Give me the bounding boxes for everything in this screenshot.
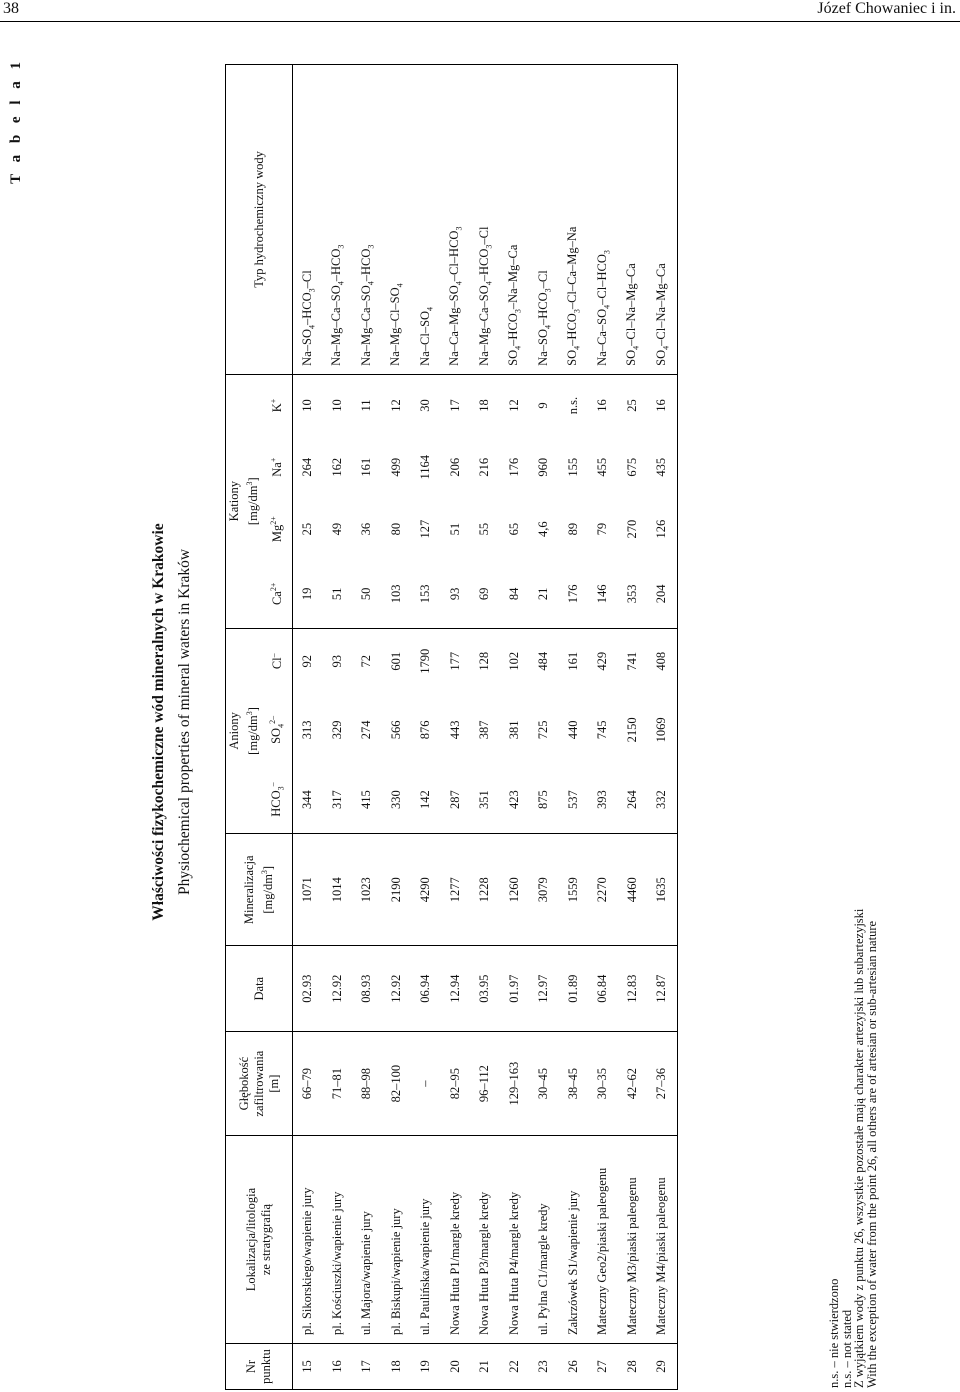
cell-cl: 161 — [559, 628, 589, 694]
header-hco3: $HCO_3^-$ — [262, 766, 293, 834]
cell-mg: 89 — [565, 522, 580, 536]
cell-glebokosc: 30–45 — [529, 1032, 559, 1136]
cell-lokalizacja: Mateczny M4/piaski paleogenu — [647, 1136, 677, 1344]
cell-mineralizacja: 2270 — [588, 834, 618, 946]
header-nr: Nr punktu — [226, 1344, 293, 1390]
cell-lokalizacja: pl. Biskupi/wapienie jury — [382, 1136, 412, 1344]
cell-mineralizacja: 1260 — [500, 834, 530, 946]
header-so4: $SO_4^{2-}$ — [262, 694, 293, 766]
table-row — [618, 65, 648, 1390]
table-notes — [828, 909, 878, 1388]
cell-typ: $SO_4-Cl-Na-Mg-Ca$ — [624, 263, 641, 366]
table-title-polish: Właściwości fizykochemiczne wód mineralnych w Krakowie — [150, 523, 167, 921]
cell-lokalizacja: Nowa Huta P4/margle kredy — [500, 1136, 530, 1344]
cell-ca: 69 — [477, 587, 492, 601]
cell-hco3: 393 — [595, 790, 610, 809]
header-rule — [0, 21, 960, 22]
cell-typ: $Na-Mg-Ca-SO_4-HCO_3$ — [358, 244, 375, 366]
cell-cl: 93 — [323, 628, 353, 694]
cell-so4: 566 — [388, 720, 403, 740]
header-data: Data — [226, 946, 293, 1032]
cell-data: 02.93 — [293, 946, 323, 1032]
cell-ca: 153 — [418, 584, 433, 604]
cell-na: 155 — [565, 457, 580, 477]
cell-na: 435 — [654, 457, 669, 477]
cell-mineralizacja: 1014 — [323, 834, 353, 946]
cell-mg: 270 — [624, 519, 639, 539]
header-typ: Typ hydrochemiczny wody — [226, 65, 293, 375]
page-number: 38 — [3, 0, 19, 17]
header-glebokosc: Głębokość zafiltrowania [m] — [226, 1032, 293, 1136]
cell-so4: 381 — [506, 720, 521, 740]
cell-mg: 49 — [329, 522, 344, 536]
cell-mineralizacja: 3079 — [529, 834, 559, 946]
cell-na: 960 — [536, 457, 551, 477]
cell-mg: 126 — [654, 519, 669, 539]
table-title-english: Physiochemical properties of mineral waters in Kraków — [176, 548, 193, 896]
cell-hco3: 330 — [388, 790, 403, 809]
header-lokalizacja: Lokalizacja/litologia ze stratygrafią — [226, 1136, 293, 1344]
cell-hco3: 415 — [359, 790, 374, 809]
cell-mineralizacja: 2190 — [382, 834, 412, 946]
cell-data: 12.92 — [323, 946, 353, 1032]
cell-lokalizacja: Mateczny Geo2/piaski paleogenu — [588, 1136, 618, 1344]
cell-so4: 1069 — [654, 717, 669, 743]
cell-k: 17 — [441, 374, 471, 436]
table-label: T a b e l a 1 — [8, 58, 24, 184]
cell-so4: 313 — [300, 720, 315, 740]
table-row — [293, 65, 323, 1390]
cell-nr: 23 — [529, 1344, 559, 1390]
header-ca: $Ca^{2+}$ — [262, 560, 293, 628]
cell-k: 16 — [588, 374, 618, 436]
cell-data: 12.87 — [647, 946, 677, 1032]
cell-so4: 440 — [565, 720, 580, 740]
cell-typ: $Na-Cl-SO_4$ — [417, 306, 434, 366]
cell-typ: $Na-Ca-SO_4-Cl-HCO_3$ — [594, 250, 611, 366]
cell-so4: 274 — [359, 720, 374, 740]
cell-data: 06.84 — [588, 946, 618, 1032]
note-ns-english: n.s. – not stated — [839, 1309, 854, 1388]
cell-glebokosc: 66–79 — [293, 1032, 323, 1136]
cell-lokalizacja: ul. Paulińska/wapienie jury — [411, 1136, 441, 1344]
cell-nr: 15 — [293, 1344, 323, 1390]
rotated-table-page — [0, 52, 930, 1392]
cell-na: 499 — [388, 457, 403, 477]
cell-glebokosc: 38–45 — [559, 1032, 589, 1136]
cell-ca: 204 — [654, 584, 669, 604]
cell-glebokosc: – — [411, 1032, 441, 1136]
mineral-waters-table — [225, 64, 678, 1390]
cell-k: n.s. — [559, 374, 589, 436]
cell-so4: 876 — [418, 720, 433, 740]
cell-data: 06.94 — [411, 946, 441, 1032]
table-row — [323, 65, 353, 1390]
table-row — [382, 65, 412, 1390]
cell-ca: 93 — [447, 587, 462, 601]
cell-so4: 387 — [477, 720, 492, 740]
cell-lokalizacja: pl. Kościuszki/wapienie jury — [323, 1136, 353, 1344]
running-head: Józef Chowaniec i in. — [817, 0, 956, 17]
cell-data: 12.94 — [441, 946, 471, 1032]
cell-lokalizacja: ul. Majora/wapienie jury — [352, 1136, 382, 1344]
note-ns-polish: n.s. – nie stwierdzono — [827, 1278, 841, 1388]
cell-mineralizacja: 1071 — [293, 834, 323, 946]
cell-ca: 84 — [506, 587, 521, 601]
table-body — [293, 65, 678, 1390]
cell-cl: 601 — [382, 628, 412, 694]
cell-typ: $Na-Mg-Cl-SO_4$ — [388, 283, 405, 366]
cell-data: 12.97 — [529, 946, 559, 1032]
cell-typ: $Na-Mg-Ca-SO_4-HCO_3-Cl$ — [476, 226, 493, 366]
cell-k: 10 — [293, 374, 323, 436]
cell-nr: 20 — [441, 1344, 471, 1390]
cell-nr: 29 — [647, 1344, 677, 1390]
cell-na: 176 — [506, 457, 521, 477]
cell-nr: 27 — [588, 1344, 618, 1390]
header-mg: $Mg^{2+}$ — [262, 498, 293, 560]
table-row — [352, 65, 382, 1390]
cell-na: 161 — [359, 457, 374, 477]
cell-typ: $SO_4-HCO_3-Na-Mg-Ca$ — [506, 244, 523, 366]
cell-mg: 65 — [506, 522, 521, 536]
cell-data: 12.92 — [382, 946, 412, 1032]
cell-lokalizacja: Mateczny M3/piaski paleogenu — [618, 1136, 648, 1344]
cell-ca: 146 — [595, 584, 610, 604]
cell-mineralizacja: 1277 — [441, 834, 471, 946]
cell-hco3: 142 — [418, 790, 433, 809]
cell-cl: 92 — [293, 628, 323, 694]
cell-mg: 79 — [595, 522, 610, 536]
cell-hco3: 317 — [329, 790, 344, 809]
cell-hco3: 332 — [654, 790, 669, 809]
cell-hco3: 537 — [565, 790, 580, 809]
cell-hco3: 344 — [300, 790, 315, 809]
cell-na: 206 — [447, 457, 462, 477]
header-mineralizacja: Mineralizacja $[mg/dm^3]$ — [226, 834, 293, 946]
cell-nr: 18 — [382, 1344, 412, 1390]
cell-cl: 72 — [352, 628, 382, 694]
table-row — [500, 65, 530, 1390]
cell-hco3: 351 — [477, 790, 492, 809]
cell-hco3: 264 — [624, 790, 639, 809]
cell-nr: 28 — [618, 1344, 648, 1390]
cell-cl: 484 — [529, 628, 559, 694]
cell-data: 03.95 — [470, 946, 500, 1032]
cell-mineralizacja: 4460 — [618, 834, 648, 946]
cell-glebokosc: 71–81 — [323, 1032, 353, 1136]
cell-nr: 21 — [470, 1344, 500, 1390]
cell-typ: $Na-Ca-Mg-SO_4-Cl-HCO_3$ — [447, 226, 464, 366]
cell-nr: 16 — [323, 1344, 353, 1390]
cell-cl: 1790 — [411, 628, 441, 694]
cell-data: 01.97 — [500, 946, 530, 1032]
cell-typ: $Na-SO_4-HCO_3-Cl$ — [535, 270, 552, 366]
cell-ca: 103 — [388, 584, 403, 604]
cell-mg: 4,6 — [536, 521, 551, 537]
header-na: Na+ — [262, 436, 293, 498]
table-row — [647, 65, 677, 1390]
cell-mg: 55 — [477, 522, 492, 536]
cell-mineralizacja: 1023 — [352, 834, 382, 946]
cell-typ: $Na-SO_4-HCO_3-Cl$ — [299, 270, 316, 366]
header-kationy: Kationy $[mg/dm^3]$ — [226, 374, 263, 628]
cell-na: 264 — [300, 457, 315, 477]
cell-mineralizacja: 1228 — [470, 834, 500, 946]
cell-k: 11 — [352, 374, 382, 436]
note-exception-polish: Z wyjątkiem wody z punktu 26, wszystkie pozostałe mają charakter artezyjski lub subartezyjski — [852, 908, 866, 1388]
cell-mg: 51 — [447, 522, 462, 536]
table-row — [529, 65, 559, 1390]
cell-so4: 443 — [447, 720, 462, 740]
cell-nr: 17 — [352, 1344, 382, 1390]
cell-k: 12 — [500, 374, 530, 436]
cell-ca: 21 — [536, 587, 551, 601]
cell-so4: 2150 — [624, 717, 639, 743]
cell-cl: 429 — [588, 628, 618, 694]
cell-na: 675 — [624, 457, 639, 477]
cell-glebokosc: 27–36 — [647, 1032, 677, 1136]
cell-cl: 177 — [441, 628, 471, 694]
table-row — [588, 65, 618, 1390]
cell-mineralizacja: 1635 — [647, 834, 677, 946]
cell-typ: $SO_4-HCO_3-Cl-Ca-Mg-Na$ — [565, 226, 582, 366]
cell-mineralizacja: 1559 — [559, 834, 589, 946]
cell-nr: 19 — [411, 1344, 441, 1390]
cell-mg: 80 — [388, 522, 403, 536]
table-row — [441, 65, 471, 1390]
cell-k: 30 — [411, 374, 441, 436]
cell-mg: 127 — [418, 519, 433, 539]
cell-glebokosc: 82–100 — [382, 1032, 412, 1136]
cell-glebokosc: 96–112 — [470, 1032, 500, 1136]
cell-na: 162 — [329, 457, 344, 477]
cell-hco3: 875 — [536, 790, 551, 809]
cell-k: 9 — [529, 374, 559, 436]
cell-lokalizacja: Zakrzówek S1/wapienie jury — [559, 1136, 589, 1344]
header-aniony: Aniony $[mg/dm^3]$ — [226, 628, 263, 834]
cell-ca: 50 — [359, 587, 374, 601]
cell-k: 12 — [382, 374, 412, 436]
cell-lokalizacja: ul. Pylna C1/margle kredy — [529, 1136, 559, 1344]
cell-mg: 25 — [300, 522, 315, 536]
cell-glebokosc: 42–62 — [618, 1032, 648, 1136]
cell-glebokosc: 30–35 — [588, 1032, 618, 1136]
cell-cl: 408 — [647, 628, 677, 694]
cell-na: 216 — [477, 457, 492, 477]
cell-data: 08.93 — [352, 946, 382, 1032]
cell-typ: $SO_4-Cl-Na-Mg-Ca$ — [653, 263, 670, 366]
cell-hco3: 423 — [506, 790, 521, 809]
table-row — [411, 65, 441, 1390]
cell-glebokosc: 129–163 — [500, 1032, 530, 1136]
cell-ca: 353 — [624, 584, 639, 604]
cell-na: 455 — [595, 457, 610, 477]
cell-k: 18 — [470, 374, 500, 436]
cell-cl: 102 — [500, 628, 530, 694]
cell-glebokosc: 82–95 — [441, 1032, 471, 1136]
note-exception-english: With the exception of water from the point 26, all others are of artesian or sub-artesian nature — [864, 920, 879, 1388]
cell-lokalizacja: Nowa Huta P1/margle kredy — [441, 1136, 471, 1344]
cell-typ: $Na-Mg-Ca-SO_4-HCO_3$ — [329, 244, 346, 366]
cell-lokalizacja: Nowa Huta P3/margle kredy — [470, 1136, 500, 1344]
cell-ca: 51 — [329, 587, 344, 601]
cell-data: 01.89 — [559, 946, 589, 1032]
cell-cl: 128 — [470, 628, 500, 694]
table-row — [559, 65, 589, 1390]
cell-k: 10 — [323, 374, 353, 436]
cell-so4: 725 — [536, 720, 551, 740]
table-row — [470, 65, 500, 1390]
header-k: K+ — [262, 374, 293, 436]
cell-cl: 741 — [618, 628, 648, 694]
cell-k: 25 — [618, 374, 648, 436]
cell-k: 16 — [647, 374, 677, 436]
cell-nr: 22 — [500, 1344, 530, 1390]
cell-nr: 26 — [559, 1344, 589, 1390]
cell-mg: 36 — [359, 522, 374, 536]
cell-so4: 745 — [595, 720, 610, 740]
cell-mineralizacja: 4290 — [411, 834, 441, 946]
cell-lokalizacja: pl. Sikorskiego/wapienie jury — [293, 1136, 323, 1344]
cell-ca: 19 — [300, 587, 315, 601]
cell-hco3: 287 — [447, 790, 462, 809]
header-cl: Cl– — [262, 628, 293, 694]
cell-na: 1164 — [418, 454, 433, 480]
cell-ca: 176 — [565, 584, 580, 604]
cell-glebokosc: 88–98 — [352, 1032, 382, 1136]
cell-data: 12.83 — [618, 946, 648, 1032]
cell-so4: 329 — [329, 720, 344, 740]
